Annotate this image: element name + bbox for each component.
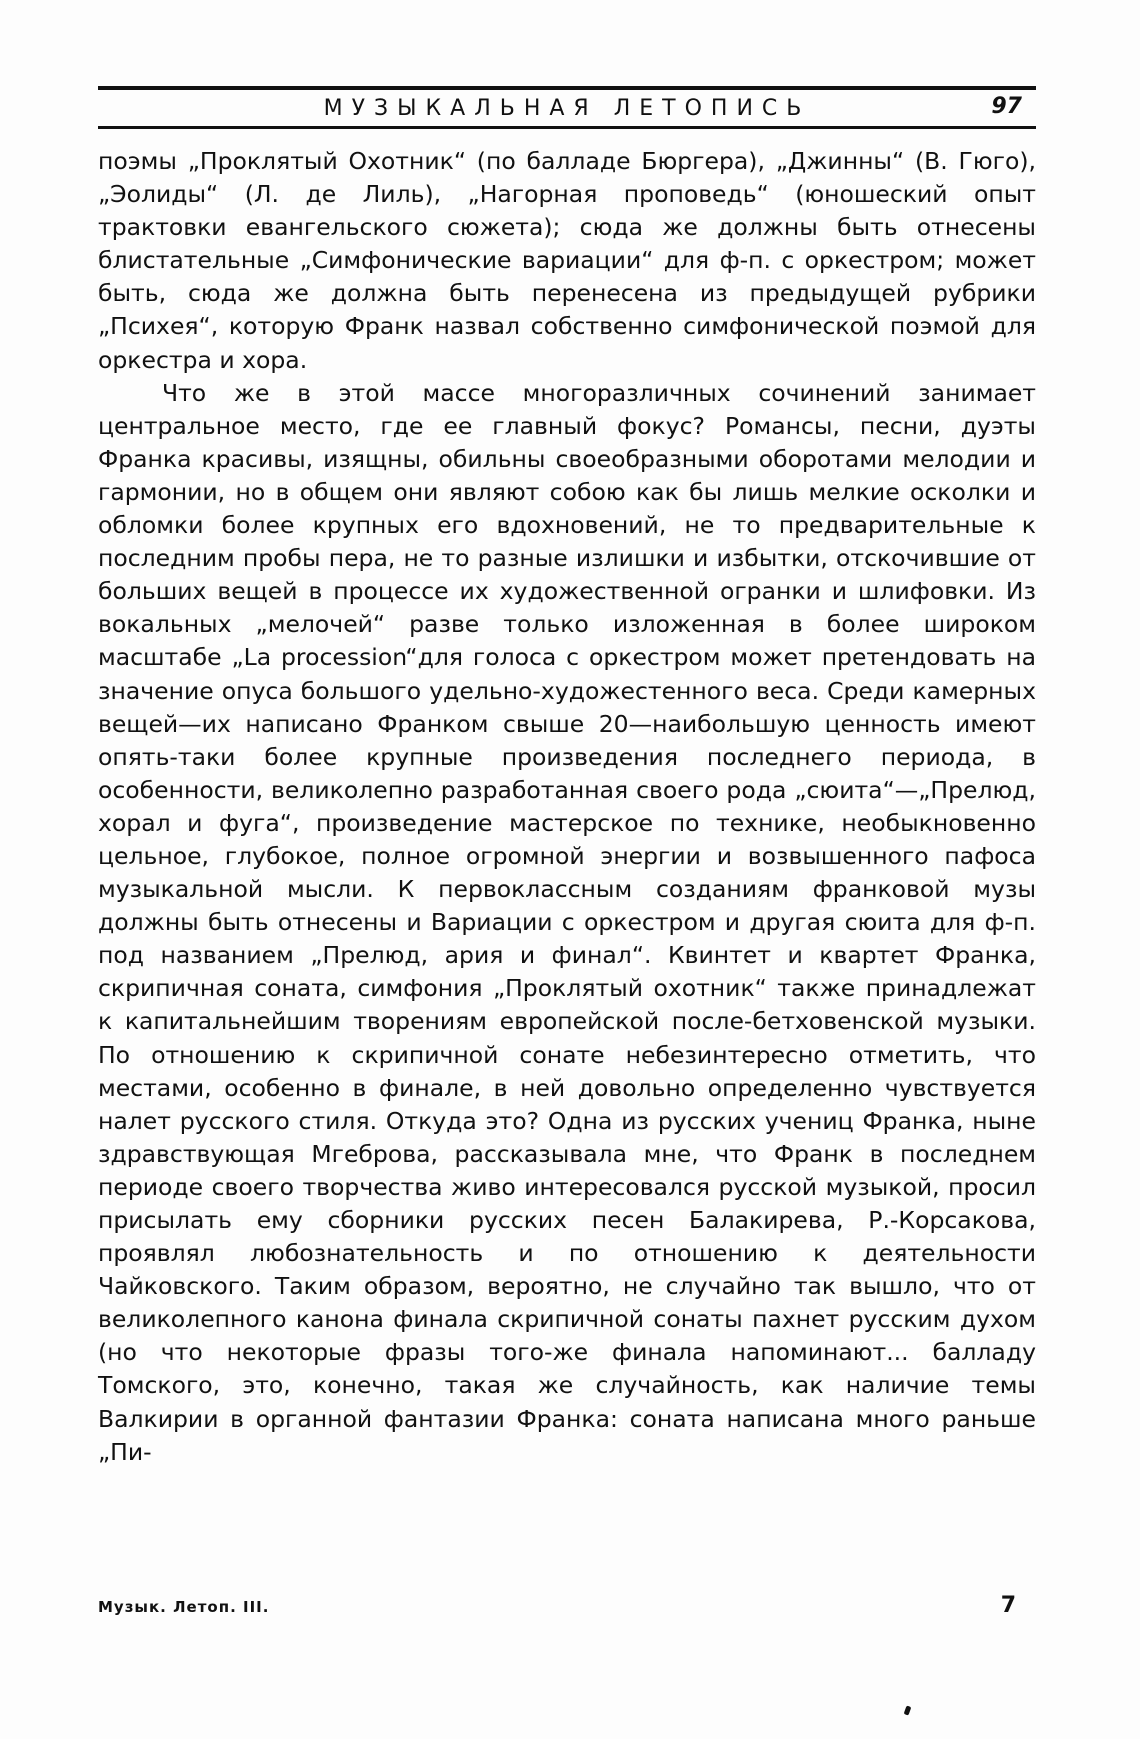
page-footer — [98, 1593, 1016, 1618]
paragraph-1: поэмы „Проклятый Охотник“ (по балладе Бюргера), „Джинны“ (В. Гюго), „Эолиды“ (Л. де Лиль), „Нагорная проповедь“ (юношеский опыт трактовки евангельского сюжета); сюда же должны быть отнесены блистательные „Симфонические вариации“ для ф-п. с оркестром; может быть, сюда же должна быть перенесена из предыдущей рубрики „Психея“, которую Франк назвал собственно симфонической поэмой для оркестра и хора. — [98, 147, 1036, 374]
paragraph-2: Что же в этой массе многоразличных сочинений занимает центральное место, где ее главный фокус? Романсы, песни, дуэты Франка красивы, изящны, обильны своеобразными оборотами мелодии и гармонии, но в общем они являют собою как бы лишь мелкие осколки и обломки более крупных его вдохновений, не то предварительные к последним пробы пера, не то разные излишки и избытки, отскочившие от больших вещей в процессе их художественной огранки и шлифовки. Из вокальных „мелочей“ разве только изложенная в более широком масштабе „La procession“для голоса с оркестром может претендовать на значение опуса большого удельно-художестенного веса. Среди камерных вещей—их написано Франком свыше 20—наибольшую ценность имеют опять-таки более крупные произведения последнего периода, в особенности, великолепно разработанная своего рода „сюита“—„Прелюд, хорал и фуга“, произведение мастерское по технике, необыкновенно цельное, глубокое, полное огромной энергии и возвышенного пафоса музыкальной мысли. К первоклассным созданиям франковой музы должны быть отнесены и Вариации с оркестром и другая сюита для ф-п. под названием „Прелюд, ария и финал“. Квинтет и квартет Франка, скрипичная соната, симфония „Проклятый охотник“ также принадлежат к капитальнейшим творениям европейской после-бетховенской музыки. По отношению к скрипичной сонате небезинтересно отметить, что местами, особенно в финале, в ней довольно определенно чувствуется налет русского стиля. Откуда это? Одна из русских учениц Франка, ныне здравствующая Мгеброва, рассказывала мне, что Франк в последнем периоде своего творчества живо интересовался русской музыкой, просил присылать ему сборники русских песен Балакирева, Р.-Корсакова, проявлял любознательность и по отношению к деятельности Чайковского. Таким образом, вероятно, не случайно так вышло, что от великолепного канона финала скрипичной сонаты пахнет русским духом (но что некоторые фразы того-же финала напоминают... балладу Томского, это, конечно, такая же случайность, как наличие темы Валкирии в органной фантазии Франка: соната написана много раньше „Пи- — [98, 378, 1036, 1466]
sheet-number: 7 — [1000, 1593, 1016, 1618]
signature-mark: Музык. Летоп. III. — [98, 1598, 270, 1616]
ink-speck — [904, 1705, 912, 1715]
body-text — [98, 145, 1036, 1469]
running-title: МУЗЫКАЛЬНАЯ ЛЕТОПИСЬ — [323, 95, 811, 121]
page-number: 97 — [991, 94, 1022, 119]
page — [98, 86, 1036, 1469]
running-header — [98, 90, 1036, 129]
